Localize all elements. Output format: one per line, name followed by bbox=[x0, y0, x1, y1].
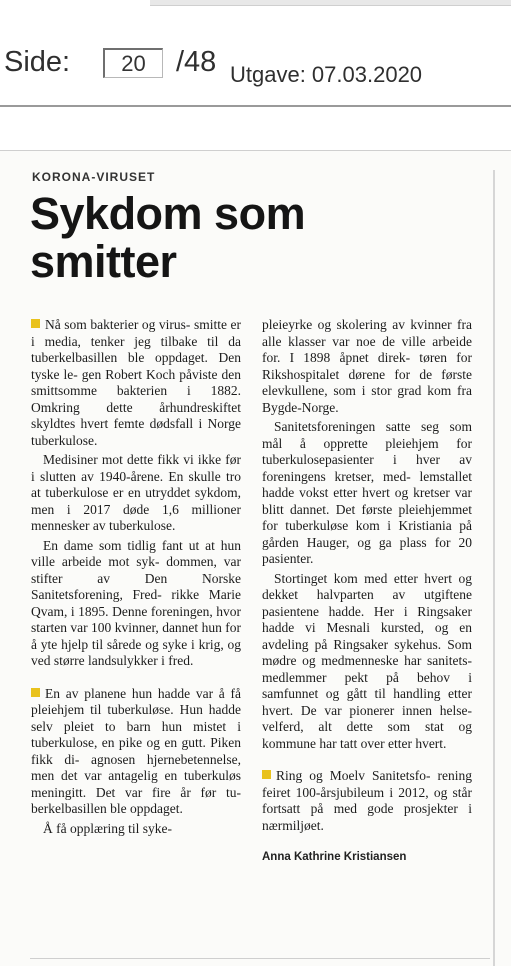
paragraph: En dame som tidlig fant ut at hun ville arbeide mot syk- dommen, var stifter av Den Norske Sanitetsforening, Fred- rikke Marie Qvam, i 1895. Denne foreningen, hvor starten var 100 kvinner, dannet hun for å yte hjelp til sårede og syke i krig, og ved større landsulykker i fred. bbox=[31, 537, 241, 668]
section-marker-icon bbox=[31, 688, 40, 697]
paragraph: Å få opplæring til syke- bbox=[43, 820, 172, 836]
paragraph: pleieyrke og skolering av kvinner fra alle klasser var noe de ville arbeide for. I 1898 åpnet direk- tøren for Rikshospitalet dørene for de første elevkullene, som i stor grad kom fra Bygde-Norge. bbox=[262, 317, 472, 415]
headline-line-2: smitter bbox=[30, 236, 177, 287]
paragraph: Nå som bakterier og virus- smitte er i media, tenker jeg tilbake til da tuberkelbasillen ble oppdaget. Den tyske le- gen Robert Koch påviste den smittsomme bakterien i 1882. Omkring dette århundreskiftet skyldtes hvert femte dødsfall i Norge tuberkulose. bbox=[31, 317, 241, 448]
headline-line-1: Sykdom som bbox=[30, 188, 306, 239]
page-navigation-bar bbox=[0, 36, 511, 104]
page-total: /48 bbox=[176, 46, 217, 78]
page-label: Side: bbox=[4, 46, 71, 78]
paragraph: Ring og Moelv Sanitetsfo- rening feiret 100-årsjubileum i 2012, og står fortsatt på med gode prosjekter i nærmiljøet. bbox=[262, 768, 472, 833]
paragraph: Stortinget kom med etter hvert og dekket halvparten av utgiftene pasientene hadde. Her i Ringsaker hadde vi Mesnali kursted, og en avdeling på Ringsaker sykehus. Som mødre og medmenneske har sanitets- medlemmer pekt på behov i samfunnet og gått til handling etter hvert. De var pionerer innen helse-velferd, alt dette som stat og kommune har tatt over etter hvert. bbox=[262, 570, 472, 751]
clipping-top-border bbox=[0, 150, 511, 151]
article-headline bbox=[30, 190, 460, 286]
browser-top-strip bbox=[150, 0, 511, 6]
paragraph: Medisiner mot dette fikk vi ikke før i slutten av 1940-årene. En skulle tro at tuberkulose er en utryddet sykdom, men i 2017 døde 1,6 millioner mennesker av tuberkulose. bbox=[31, 452, 241, 533]
edition-date: Utgave: 07.03.2020 bbox=[230, 62, 423, 87]
paragraph: Sanitetsforeningen satte seg som mål å opprette pleiehjem for tuberkulosepasienter i hver av foreningens kretser, med- lemstallet hadde vokst etter hvert og kretser var blitt dannet. Det første pleiehjemmet for tuberkuløse kom i Kristiania på gården Hauger, og ga plass for 20 pasienter. bbox=[262, 419, 472, 566]
paragraph: En av planene hun hadde var å få pleiehjem til tuberkuløse. Hun hadde selv pleiet to barn hun mistet i tuberkulose, en pike og en gutt. Piken fikk di- agnosen hjernebetennelse, men det var antagelig en tuberkuløs meningitt. Det var fire år før tu- berkelbasillen ble oppdaget. bbox=[31, 685, 241, 816]
article-column-left bbox=[31, 317, 241, 840]
divider bbox=[0, 105, 511, 107]
page-number-input[interactable] bbox=[103, 48, 163, 78]
section-marker-icon bbox=[262, 770, 271, 779]
article-kicker: KORONA-VIRUSET bbox=[32, 170, 156, 184]
clipping-column-rule bbox=[493, 170, 495, 966]
article-column-right bbox=[262, 317, 472, 866]
clipping-bottom-border bbox=[30, 958, 490, 959]
article-byline: Anna Kathrine Kristiansen bbox=[262, 851, 407, 863]
newspaper-clipping bbox=[0, 150, 511, 966]
section-marker-icon bbox=[31, 319, 40, 328]
